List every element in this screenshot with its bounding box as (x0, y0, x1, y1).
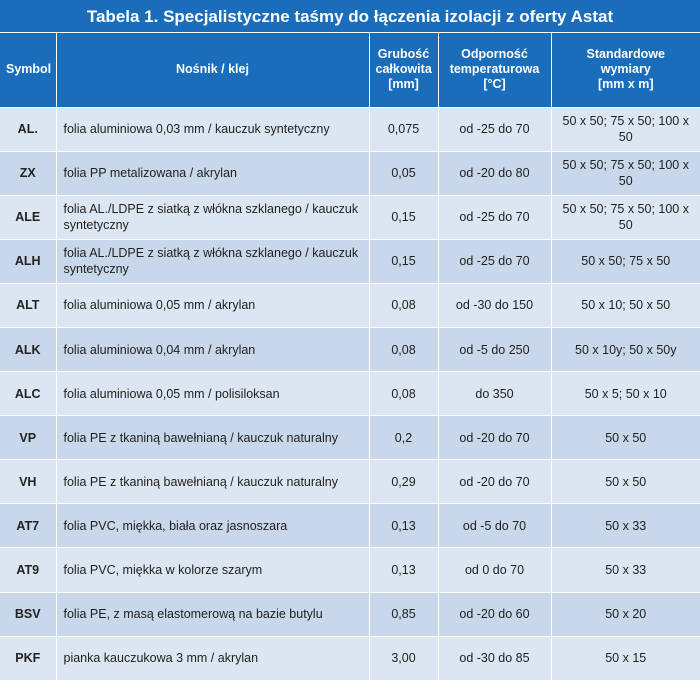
cell-dimensions: 50 x 10; 50 x 50 (551, 283, 700, 327)
cell-carrier: folia AL./LDPE z siatką z włókna szklanego / kauczuk syntetyczny (56, 195, 369, 239)
header-dimensions-line: wymiary (600, 62, 651, 77)
cell-carrier: folia aluminiowa 0,03 mm / kauczuk syntetyczny (56, 107, 369, 151)
cell-temperature: od -5 do 70 (438, 504, 551, 548)
cell-thickness: 0,85 (369, 592, 438, 636)
table-row (0, 327, 700, 371)
table-body (0, 107, 700, 680)
table-row (0, 504, 700, 548)
cell-thickness: 0,075 (369, 107, 438, 151)
header-row (0, 33, 700, 107)
cell-temperature: od 0 do 70 (438, 548, 551, 592)
cell-temperature: od -5 do 250 (438, 327, 551, 371)
cell-dimensions: 50 x 20 (551, 592, 700, 636)
cell-carrier: folia PVC, miękka, biała oraz jasnoszara (56, 504, 369, 548)
cell-dimensions: 50 x 50; 75 x 50 (551, 239, 700, 283)
header-dimensions (551, 33, 700, 107)
cell-dimensions: 50 x 50; 75 x 50; 100 x 50 (551, 151, 700, 195)
cell-thickness: 0,13 (369, 548, 438, 592)
cell-symbol: ALK (0, 327, 56, 371)
table-row (0, 636, 700, 680)
cell-symbol: ALE (0, 195, 56, 239)
cell-carrier: folia aluminiowa 0,05 mm / akrylan (56, 283, 369, 327)
cell-dimensions: 50 x 15 (551, 636, 700, 680)
cell-dimensions: 50 x 5; 50 x 10 (551, 372, 700, 416)
cell-dimensions: 50 x 10y; 50 x 50y (551, 327, 700, 371)
cell-symbol: ALC (0, 372, 56, 416)
table-row (0, 548, 700, 592)
cell-dimensions: 50 x 33 (551, 548, 700, 592)
table-row (0, 372, 700, 416)
table-row (0, 592, 700, 636)
cell-symbol: VP (0, 416, 56, 460)
table-row (0, 151, 700, 195)
table-title: Tabela 1. Specjalistyczne taśmy do łączenia izolacji z oferty Astat (0, 0, 700, 33)
cell-thickness: 0,29 (369, 460, 438, 504)
cell-thickness: 0,15 (369, 195, 438, 239)
cell-dimensions: 50 x 50; 75 x 50; 100 x 50 (551, 195, 700, 239)
header-dimensions-unit: [mm x m] (597, 77, 654, 92)
header-symbol: Symbol (0, 33, 56, 107)
table-row (0, 195, 700, 239)
cell-carrier: folia aluminiowa 0,05 mm / polisiloksan (56, 372, 369, 416)
cell-carrier: folia PVC, miękka w kolorze szarym (56, 548, 369, 592)
cell-thickness: 3,00 (369, 636, 438, 680)
cell-thickness: 0,13 (369, 504, 438, 548)
cell-temperature: od -30 do 150 (438, 283, 551, 327)
cell-carrier: folia aluminiowa 0,04 mm / akrylan (56, 327, 369, 371)
cell-carrier: pianka kauczukowa 3 mm / akrylan (56, 636, 369, 680)
cell-symbol: PKF (0, 636, 56, 680)
cell-symbol: VH (0, 460, 56, 504)
cell-temperature: od -25 do 70 (438, 239, 551, 283)
cell-temperature: do 350 (438, 372, 551, 416)
cell-thickness: 0,08 (369, 327, 438, 371)
cell-carrier: folia PE z tkaniną bawełnianą / kauczuk naturalny (56, 460, 369, 504)
cell-thickness: 0,08 (369, 372, 438, 416)
cell-symbol: ALH (0, 239, 56, 283)
header-thickness-line: Grubość (377, 47, 430, 62)
cell-temperature: od -30 do 85 (438, 636, 551, 680)
cell-temperature: od -25 do 70 (438, 195, 551, 239)
cell-dimensions: 50 x 50 (551, 416, 700, 460)
header-dimensions-line: Standardowe (586, 47, 665, 62)
header-thickness (369, 33, 438, 107)
cell-symbol: ALT (0, 283, 56, 327)
table-row (0, 107, 700, 151)
table-row (0, 460, 700, 504)
header-thickness-unit: [mm] (388, 77, 419, 92)
table-row (0, 283, 700, 327)
cell-dimensions: 50 x 50; 75 x 50; 100 x 50 (551, 107, 700, 151)
cell-carrier: folia PP metalizowana / akrylan (56, 151, 369, 195)
cell-symbol: BSV (0, 592, 56, 636)
cell-carrier: folia AL./LDPE z siatką z włókna szklanego / kauczuk syntetyczny (56, 239, 369, 283)
cell-temperature: od -20 do 60 (438, 592, 551, 636)
cell-dimensions: 50 x 33 (551, 504, 700, 548)
cell-symbol: AT9 (0, 548, 56, 592)
header-carrier: Nośnik / klej (56, 33, 369, 107)
tapes-table (0, 33, 700, 681)
cell-carrier: folia PE z tkaniną bawełnianą / kauczuk naturalny (56, 416, 369, 460)
cell-thickness: 0,08 (369, 283, 438, 327)
header-temperature-line: temperaturowa (449, 62, 540, 77)
cell-symbol: AL. (0, 107, 56, 151)
table-row (0, 416, 700, 460)
cell-temperature: od -20 do 70 (438, 460, 551, 504)
cell-thickness: 0,15 (369, 239, 438, 283)
cell-symbol: AT7 (0, 504, 56, 548)
cell-temperature: od -25 do 70 (438, 107, 551, 151)
cell-temperature: od -20 do 70 (438, 416, 551, 460)
cell-thickness: 0,2 (369, 416, 438, 460)
cell-symbol: ZX (0, 151, 56, 195)
cell-thickness: 0,05 (369, 151, 438, 195)
cell-temperature: od -20 do 80 (438, 151, 551, 195)
header-temperature-unit: [°C] (483, 77, 506, 92)
cell-dimensions: 50 x 50 (551, 460, 700, 504)
cell-carrier: folia PE, z masą elastomerową na bazie butylu (56, 592, 369, 636)
table-row (0, 239, 700, 283)
header-thickness-line: całkowita (375, 62, 432, 77)
header-temperature (438, 33, 551, 107)
header-temperature-line: Odporność (461, 47, 528, 62)
